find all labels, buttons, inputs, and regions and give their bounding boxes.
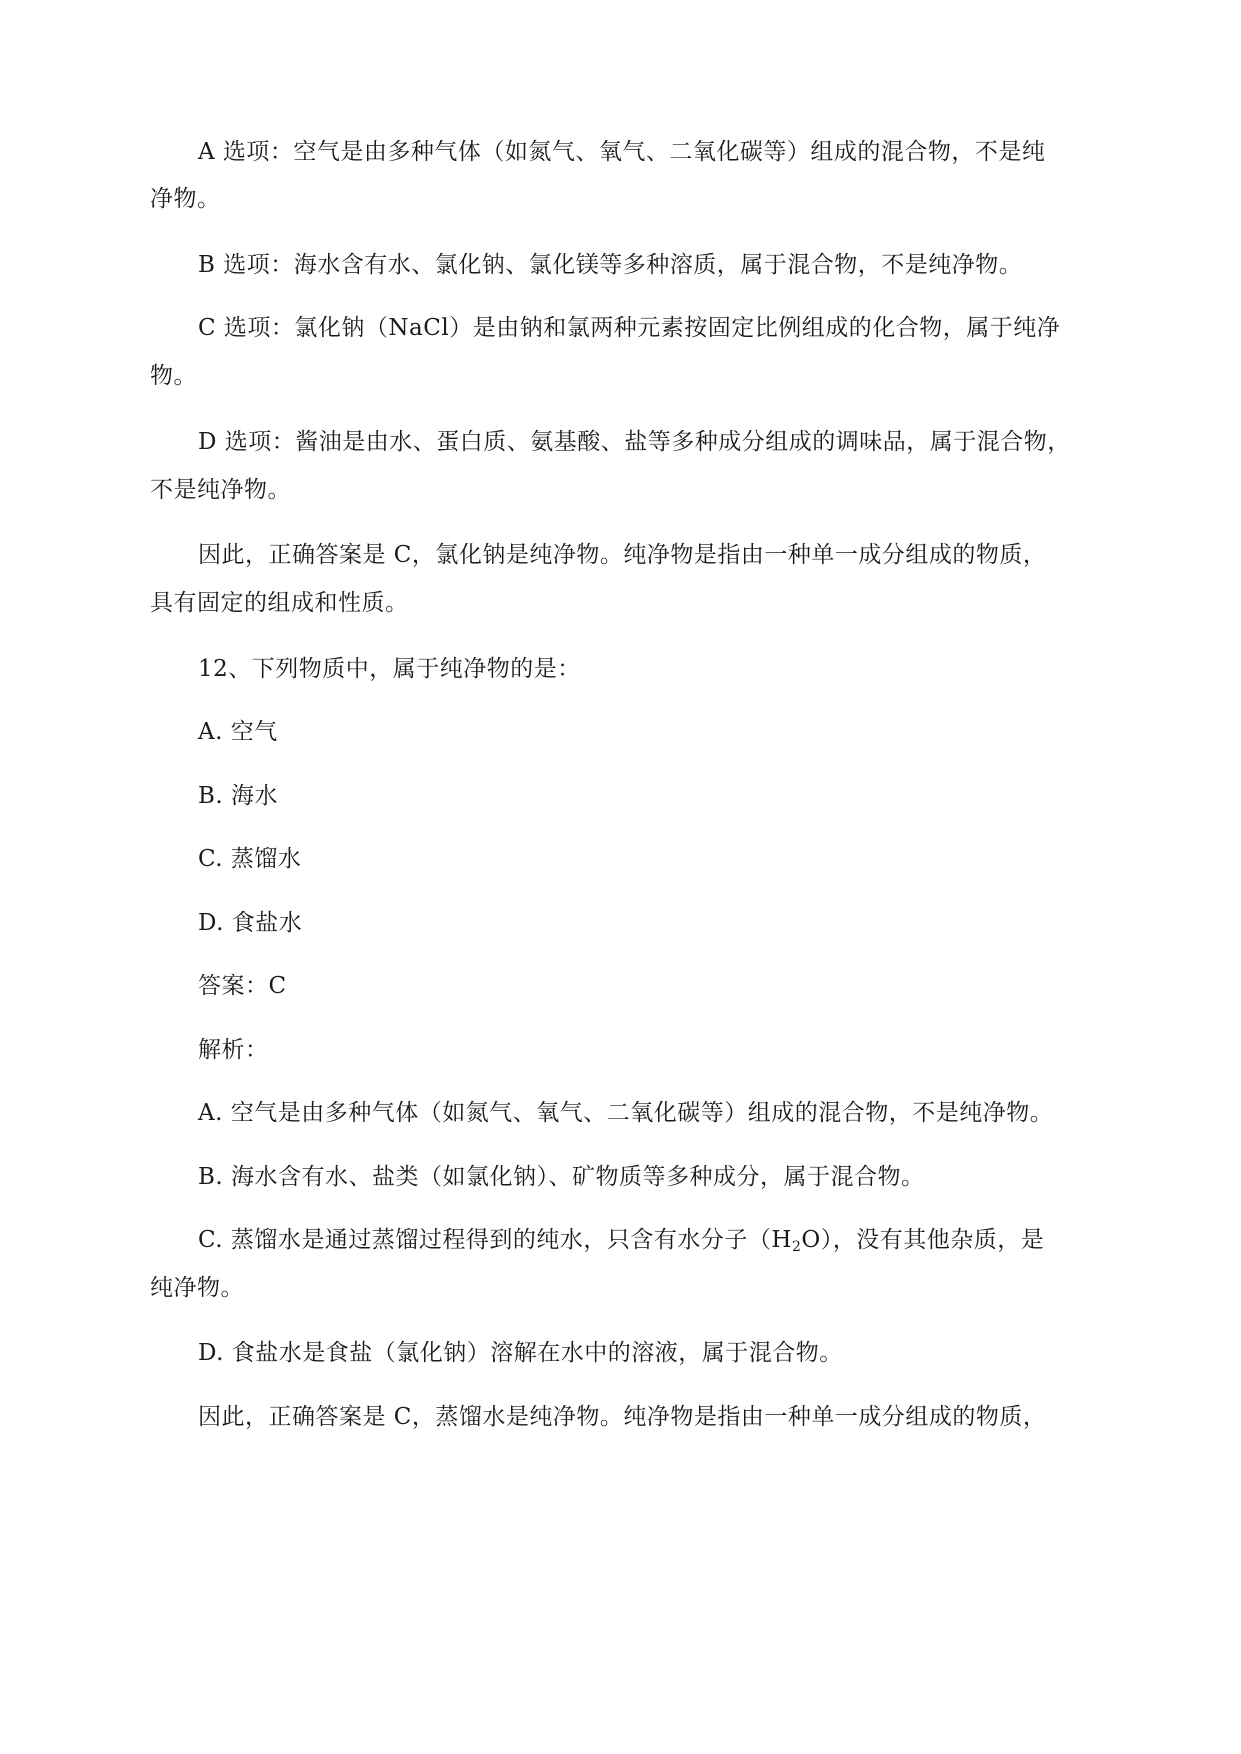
analysis-b-line1: B 选项：海水含有水、氯化钠、氯化镁等多种溶质，属于混合物，不是纯净物。 xyxy=(198,252,1023,278)
option-b: B. 海水 xyxy=(198,783,279,809)
analysis-c-line2: 物。 xyxy=(150,363,197,389)
q12-analysis-c-text-after: O），没有其他杂质，是 xyxy=(801,1227,1045,1253)
analysis-label: 解析： xyxy=(198,1037,269,1063)
q12-analysis-c-line1 xyxy=(198,1225,1044,1255)
analysis-a-line1: A 选项：空气是由多种气体（如氮气、氧气、二氧化碳等）组成的混合物，不是纯 xyxy=(198,139,1046,165)
water-formula-subscript: 2 xyxy=(791,1239,802,1255)
q12-analysis-c-line2: 纯净物。 xyxy=(150,1275,244,1301)
q12-conclusion-line1: 因此，正确答案是 C，蒸馏水是纯净物。纯净物是指由一种单一成分组成的物质， xyxy=(198,1404,1047,1430)
question-12-stem: 12、下列物质中，属于纯净物的是： xyxy=(198,656,581,682)
analysis-a-line2: 净物。 xyxy=(150,186,221,212)
answer-line: 答案：C xyxy=(198,973,287,999)
q12-analysis-c-text-before: C. 蒸馏水是通过蒸馏过程得到的纯水，只含有水分子（H xyxy=(198,1227,792,1253)
q12-analysis-b: B. 海水含有水、盐类（如氯化钠）、矿物质等多种成分，属于混合物。 xyxy=(198,1164,925,1190)
conclusion-prev-line2: 具有固定的组成和性质。 xyxy=(150,590,409,616)
q12-analysis-d: D. 食盐水是食盐（氯化钠）溶解在水中的溶液，属于混合物。 xyxy=(198,1340,843,1366)
analysis-d-line1: D 选项：酱油是由水、蛋白质、氨基酸、盐等多种成分组成的调味品，属于混合物， xyxy=(198,429,1071,455)
analysis-c-line1: C 选项：氯化钠（NaCl）是由钠和氯两种元素按固定比例组成的化合物，属于纯净 xyxy=(198,315,1061,341)
option-d: D. 食盐水 xyxy=(198,910,303,936)
conclusion-prev-line1: 因此，正确答案是 C，氯化钠是纯净物。纯净物是指由一种单一成分组成的物质， xyxy=(198,542,1047,568)
option-a: A. 空气 xyxy=(198,719,278,745)
analysis-d-line2: 不是纯净物。 xyxy=(150,477,291,503)
option-c: C. 蒸馏水 xyxy=(198,846,302,872)
q12-analysis-a: A. 空气是由多种气体（如氮气、氧气、二氧化碳等）组成的混合物，不是纯净物。 xyxy=(198,1100,1054,1126)
